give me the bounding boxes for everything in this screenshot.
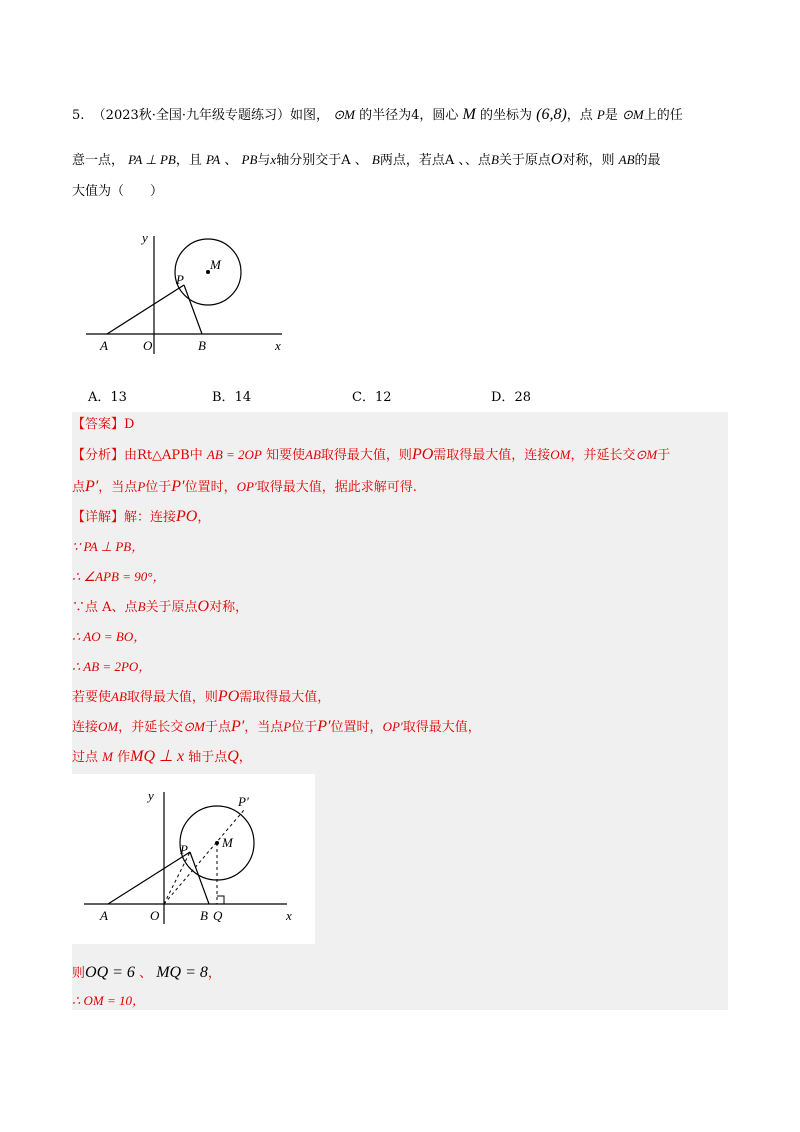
fig2-label-a: A — [100, 908, 108, 923]
fig1-label-y: y — [142, 230, 148, 245]
fig1-label-a: A — [100, 338, 108, 353]
question-line-1: 5. （2023秋·全国·九年级专题练习）如图， ⊙M 的半径为4，圆心 M 的坐标为 (6,8)，点 P是 ⊙M上的任 — [72, 106, 683, 123]
fig2-label-m: M — [222, 835, 233, 850]
detail-step-8: 过点 M 作MQ ⊥ x 轴于点Q， — [72, 748, 252, 765]
figure-2-panel — [72, 774, 315, 944]
detail-step-4: ∴ AO = BO， — [72, 629, 147, 644]
fig2-label-pprime: P′ — [238, 794, 249, 809]
option-c[interactable]: C．12 — [352, 390, 392, 405]
detail-step-9: 则OQ = 6 、 MQ = 8， — [72, 964, 221, 981]
detail-step-2: ∴ ∠APB = 90°， — [72, 569, 166, 584]
solution-panel — [72, 412, 728, 1010]
question-line-2: 意一点， PA ⊥ PB，且 PA 、 PB与x轴分别交于A 、 B两点，若点A 、、点B关于原点O对称，则 AB的最 — [72, 151, 661, 168]
fig2-label-y: y — [148, 788, 154, 803]
answer-line — [72, 416, 134, 434]
figure-1 — [72, 222, 302, 360]
fig2-label-x: x — [286, 908, 292, 923]
fig1-segment-pb — [184, 285, 202, 334]
fig1-label-m: M — [210, 257, 221, 272]
fig1-label-o: O — [143, 338, 153, 353]
fig2-label-p: P — [180, 842, 188, 857]
question-number: 5. — [72, 108, 85, 123]
fig2-label-o: O — [150, 908, 160, 923]
question-source: （2023秋·全国·九年级专题练习） — [92, 108, 291, 123]
detail-intro: 【详解】解：连接PO， — [72, 508, 211, 525]
option-b[interactable]: B．14 — [212, 390, 252, 405]
detail-step-7: 连接OM，并延长交⊙M于点P′，当点P位于P′位置时，OP′取得最大值， — [72, 718, 481, 735]
option-d[interactable]: D．28 — [491, 390, 531, 405]
fig2-right-angle-mark — [217, 896, 224, 904]
fig1-segment-pa — [107, 285, 184, 334]
detail-step-3: ∵点 A、点B关于原点O对称， — [72, 598, 249, 615]
answer-label: 【答案】 — [72, 417, 125, 432]
fig2-segment-pa — [108, 852, 190, 904]
detail-step-1: ∵ PA ⊥ PB， — [72, 539, 145, 554]
detail-step-10: ∴ OM = 10， — [72, 993, 146, 1008]
fig1-label-p: P — [176, 272, 184, 287]
fig1-label-b: B — [198, 338, 206, 353]
fig2-label-b: B — [200, 908, 208, 923]
fig1-label-x: x — [275, 338, 281, 353]
figure-2 — [72, 774, 315, 944]
option-a[interactable]: A．13 — [88, 390, 127, 405]
question-line-3: 大值为（ ） — [72, 184, 164, 199]
answer-value: D — [124, 417, 135, 432]
detail-step-5: ∴ AB = 2PO， — [72, 659, 152, 674]
fig2-label-q: Q — [213, 908, 223, 923]
analysis-line-1: 【分析】由Rt△APB中 AB = 2OP 知要使AB取得最大值，则PO需取得最大值，连接OM，并延长交⊙M于 — [72, 446, 671, 463]
detail-step-6: 若要使AB取得最大值，则PO需取得最大值， — [72, 688, 331, 705]
analysis-line-2: 点P′，当点P位于P′位置时，OP′取得最大值，据此求解可得. — [72, 478, 417, 495]
